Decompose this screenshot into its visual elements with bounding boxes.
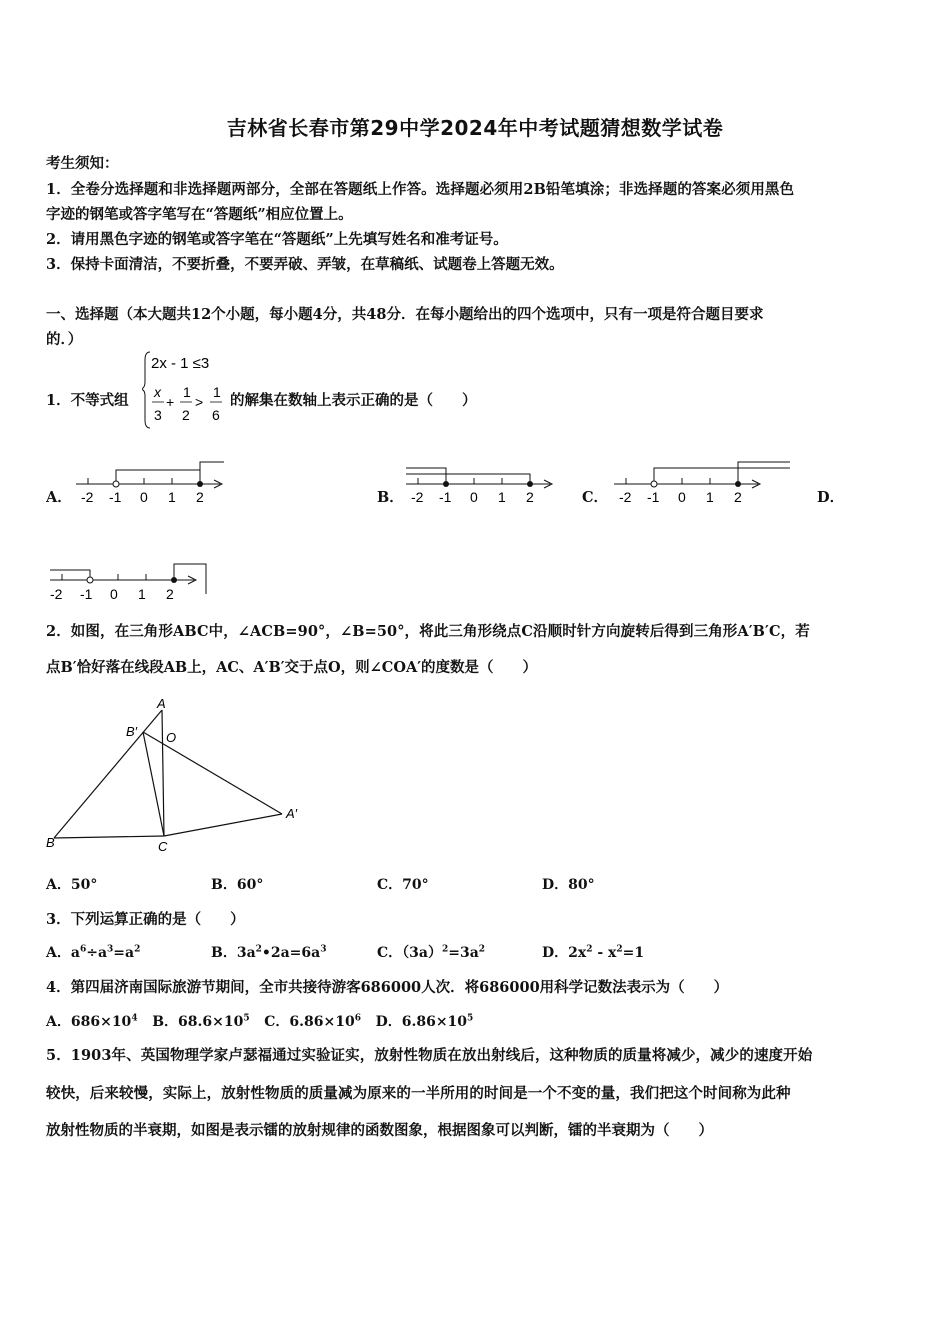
tick-label: -2 bbox=[50, 586, 63, 602]
q5-stem-line-2: 较快，后来较慢，实际上，放射性物质的质量减为原来的一半所用的时间是一个不变的量，我们把这个时间称为此种 bbox=[46, 1085, 791, 1102]
tick-label: 0 bbox=[110, 586, 118, 602]
notice-heading: 考生须知： bbox=[46, 155, 119, 172]
q1-plus: + bbox=[166, 394, 175, 410]
q1-option-c-label: C． bbox=[582, 489, 609, 506]
label-c: C bbox=[158, 839, 168, 854]
notice-item-3: 3．保持卡面清洁，不要折叠，不要弄破、弄皱，在草稿纸、试题卷上答题无效。 bbox=[46, 256, 564, 273]
q1-number-line-b bbox=[404, 458, 559, 506]
q1-option-d-label: D． bbox=[817, 489, 845, 506]
tick-label: 0 bbox=[140, 489, 148, 505]
tick-label: 1 bbox=[706, 489, 714, 505]
q2-stem-line-2: 点B′恰好落在线段AB上，AC、A′B′交于点O，则∠COA′的度数是（ ） bbox=[46, 659, 538, 676]
q1-eq1: 2x - 1 ≤3 bbox=[151, 355, 210, 372]
q4-option-c: C．$6.86\times 10^6$ bbox=[264, 1013, 361, 1030]
q2-option-b: B．60° bbox=[211, 877, 264, 893]
q2-option-a: A．50° bbox=[46, 877, 98, 893]
tick-label: 0 bbox=[678, 489, 686, 505]
label-o: O bbox=[166, 730, 177, 745]
label-a-prime: A′ bbox=[286, 806, 298, 821]
q2-stem-line-1: 2．如图，在三角形ABC中，∠ACB=90°，∠B=50°，将此三角形绕点C沿顺时针方向旋转后得到三角形A′B′C，若 bbox=[46, 623, 810, 640]
tick-label: 1 bbox=[168, 489, 176, 505]
tick-label: -1 bbox=[439, 489, 452, 505]
tick-label: 2 bbox=[166, 586, 174, 602]
tick-label: 0 bbox=[470, 489, 478, 505]
notice-item-1-line-1: 1．全卷分选择题和非选择题两部分，全部在答题纸上作答。选择题必须用2B铅笔填涂；非选择题的答案必须用黑色 bbox=[46, 181, 795, 198]
q4-stem: 4．第四届济南国际旅游节期间，全市共接待游客686000人次．将686000用科学记数法表示为（ ） bbox=[46, 979, 729, 996]
tick-label: 2 bbox=[196, 489, 204, 505]
tick-label: -1 bbox=[647, 489, 660, 505]
tick-label: 1 bbox=[138, 586, 146, 602]
tick-label: -2 bbox=[619, 489, 632, 505]
q1-frac-1b: 1 bbox=[213, 384, 221, 400]
q3-option-c: C．$(3a)^2=3a^2$ bbox=[377, 944, 486, 961]
q1-number-line-c bbox=[612, 458, 794, 506]
section-heading-line-1: 一、选择题（本大题共12个小题，每小题4分，共48分．在每小题给出的四个选项中，只有一项是符合题目要求 bbox=[46, 306, 764, 323]
q4-option-d: D．$6.86\times 10^5$ bbox=[375, 1013, 474, 1030]
section-heading-line-2: 的．） bbox=[46, 331, 83, 348]
tick-label: 1 bbox=[498, 489, 506, 505]
tick-label: 2 bbox=[734, 489, 742, 505]
q1-frac-6: 6 bbox=[212, 407, 220, 423]
q2-option-c: C．70° bbox=[377, 877, 429, 893]
notice-item-2: 2．请用黑色字迹的钢笔或答字笔在“答题纸”上先填写姓名和准考证号。 bbox=[46, 231, 508, 248]
q1-frac-x: x bbox=[154, 384, 161, 400]
tick-label: -2 bbox=[411, 489, 424, 505]
tick-label: 2 bbox=[526, 489, 534, 505]
q1-inequality-system bbox=[142, 350, 232, 430]
tick-label: -1 bbox=[80, 586, 93, 602]
tick-label: -1 bbox=[109, 489, 122, 505]
label-b: B bbox=[46, 835, 55, 850]
q3-option-a: A．$a^6\div a^3=a^2$ bbox=[46, 944, 141, 961]
q1-suffix: 的解集在数轴上表示正确的是（ ） bbox=[230, 392, 477, 409]
q5-stem-line-3: 放射性物质的半衰期，如图是表示镭的放射规律的函数图象，根据图象可以判断，镭的半衰期为（ ） bbox=[46, 1122, 713, 1139]
q1-frac-3: 3 bbox=[154, 407, 162, 423]
label-b-prime: B′ bbox=[126, 724, 138, 739]
q1-frac-1a: 1 bbox=[183, 384, 191, 400]
q1-option-a-label: A． bbox=[46, 489, 72, 506]
q2-triangle-figure bbox=[44, 694, 300, 856]
q1-number-line-d bbox=[48, 556, 213, 606]
label-a: A bbox=[157, 696, 166, 711]
q1-option-b-label: B． bbox=[377, 489, 404, 506]
q4-option-b: B．$68.6\times 10^5$ bbox=[152, 1013, 250, 1030]
q4-option-a: A．$686\times 10^4$ bbox=[46, 1013, 138, 1030]
tick-label: -2 bbox=[81, 489, 94, 505]
q1-prefix: 1．不等式组 bbox=[46, 392, 129, 409]
q3-option-d: D．$2x^2 - x^2=1$ bbox=[542, 944, 645, 961]
q1-frac-2: 2 bbox=[182, 407, 190, 423]
q5-stem-line-1: 5．1903年、英国物理学家卢瑟福通过实验证实，放射性物质在放出射线后，这种物质的质量将减少，减少的速度开始 bbox=[46, 1047, 813, 1064]
q3-stem: 3．下列运算正确的是（ ） bbox=[46, 911, 245, 928]
q3-option-b: B．$3a^2•2a=6a^3$ bbox=[211, 944, 327, 961]
q2-option-d: D．80° bbox=[542, 877, 595, 893]
page-title: 吉林省长春市第29中学2024年中考试题猜想数学试卷 bbox=[226, 116, 724, 140]
q1-gt: > bbox=[195, 394, 204, 410]
q1-number-line-a bbox=[74, 458, 229, 506]
notice-item-1-line-2: 字迹的钢笔或答字笔写在“答题纸”相应位置上。 bbox=[46, 206, 353, 223]
q4-options bbox=[46, 1011, 473, 1031]
